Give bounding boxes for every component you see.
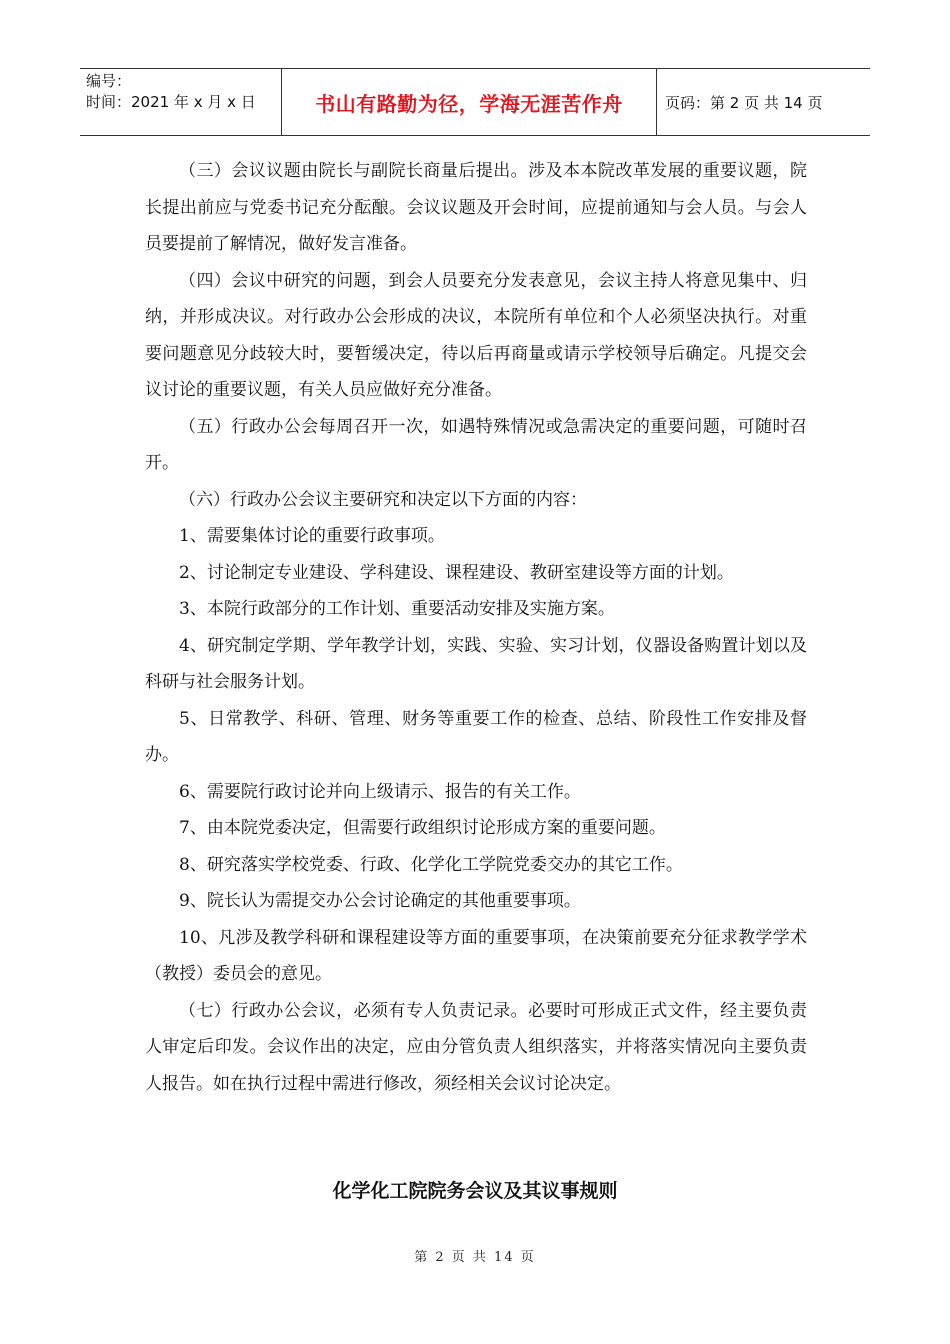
document-body [145,153,807,1102]
header-page-info: 页码：第 2 页 共 14 页 [665,93,823,112]
list-item-4: 4、研究制定学期、学年教学计划，实践、实验、实习计划，仪器设备购置计划以及科研与社会服务计划。 [145,635,807,692]
section-heading: 化学化工院院务会议及其议事规则 [332,1180,618,1202]
paragraph-4: （四）会议中研究的问题，到会人员要充分发表意见，会议主持人将意见集中、归纳，并形成决议。对行政办公会形成的决议，本院所有单位和个人必须坚决执行。对重要问题意见分歧较大时，要暂缓决定，待以后再商量或请示学校领导后确定。凡提交会议讨论的重要议题，有关人员应做好充分准备。 [145,270,807,400]
paragraph-6: （六）行政办公会议主要研究和决定以下方面的内容： [179,489,587,510]
list-item-1: 1、需要集体讨论的重要行政事项。 [179,526,445,546]
list-item-8: 8、研究落实学校党委、行政、化学化工学院党委交办的其它工作。 [179,854,683,875]
paragraph-7: （七）行政办公会议，必须有专人负责记录。必要时可形成正式文件，经主要负责人审定后印发。会议作出的决定，应由分管负责人组织落实，并将落实情况向主要负责人报告。如在执行过程中需进行修改，须经相关会议讨论决定。 [145,1000,807,1094]
paragraph-5: （五）行政办公会每周召开一次，如遇特殊情况或急需决定的重要问题，可随时召开。 [145,416,807,473]
page-header [80,68,870,136]
list-item-2: 2、讨论制定专业建设、学科建设、课程建设、教研室建设等方面的计划。 [179,562,734,583]
document-date-label: 时间：2021 年 x 月 x 日 [86,93,256,111]
header-meta [80,69,282,135]
document-number-label: 编号： [86,72,132,90]
list-item-5: 5、日常教学、科研、管理、财务等重要工作的检查、总结、阶段性工作安排及督办。 [145,708,807,765]
list-item-10: 10、凡涉及教学科研和课程建设等方面的重要事项，在决策前要充分征求教学学术（教授）委员会的意见。 [145,927,807,984]
list-item-7: 7、由本院党委决定，但需要行政组织讨论形成方案的重要问题。 [179,818,666,838]
page-footer: 第 2 页 共 14 页 [414,1250,536,1265]
list-item-9: 9、院长认为需提交办公会讨论确定的其他重要事项。 [179,891,581,911]
header-motto: 书山有路勤为径，学海无涯苦作舟 [282,69,657,135]
paragraph-3: （三）会议议题由院长与副院长商量后提出。涉及本本院改革发展的重要议题，院长提出前应与党委书记充分酝酿。会议议题及开会时间，应提前通知与会人员。与会人员要提前了解情况，做好发言准备。 [145,161,807,254]
list-item-3: 3、本院行政部分的工作计划、重要活动安排及实施方案。 [179,599,615,619]
list-item-6: 6、需要院行政讨论并向上级请示、报告的有关工作。 [179,781,581,802]
